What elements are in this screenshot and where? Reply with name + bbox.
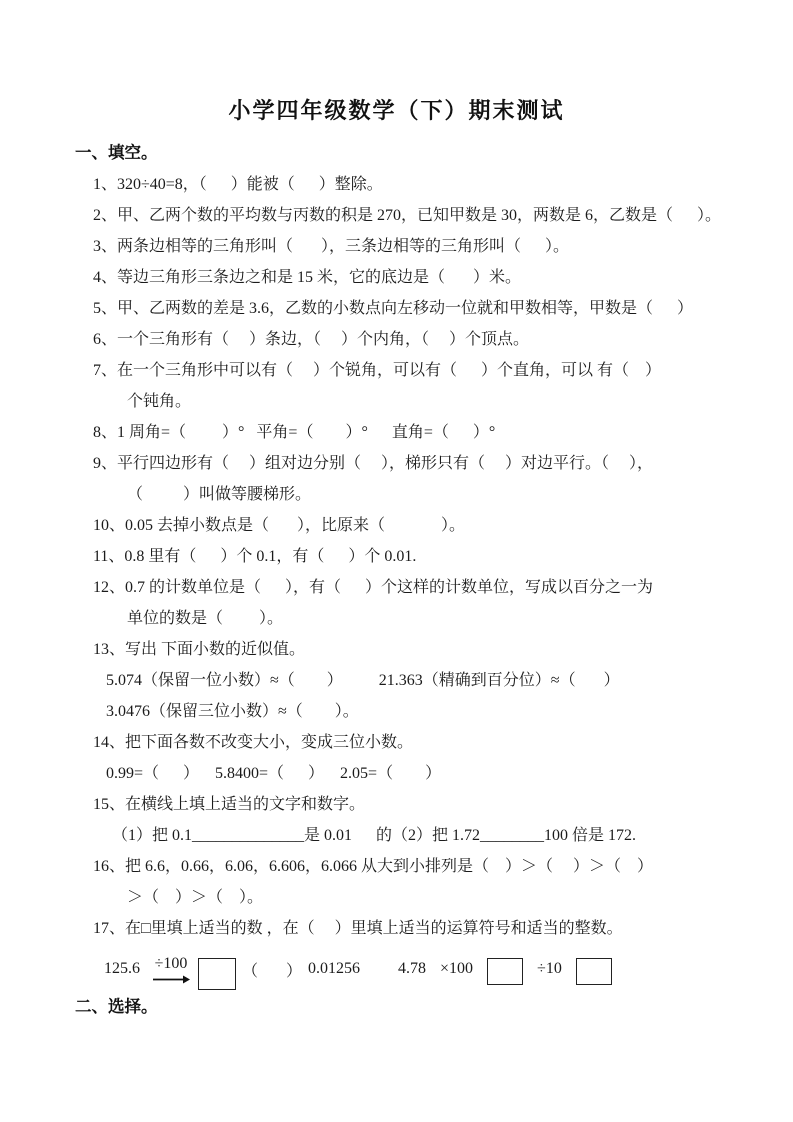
fill-item-2: 2、甲、乙两个数的平均数与丙数的积是 270，已知甲数是 30，两数是 6，乙数是（ ）。: [93, 207, 722, 224]
fill-item-17: 17、在□里填上适当的数 ，在（ ）里填上适当的运算符号和适当的整数。: [93, 920, 623, 937]
fill-item-13: 13、写出 下面小数的近似值。: [93, 641, 306, 658]
fill-item-15: 15、在横线上填上适当的文字和数字。: [93, 796, 366, 813]
section-choice-header: 二、选择。: [75, 998, 158, 1016]
fill-item-7-cont: 个钝角。: [127, 393, 192, 410]
fill-item-14-sub: 0.99=（ ） 5.8400=（ ） 2.05=（ ）: [106, 765, 442, 782]
fill-item-9-cont: （ ）叫做等腰梯形。: [127, 486, 312, 503]
formula-op-2: ×100: [440, 960, 474, 977]
page-title: 小学四年级数学（下）期末测试: [228, 98, 565, 123]
formula-result-1: 0.01256: [308, 960, 361, 977]
fill-item-16-cont: ＞（ ）＞（ ）。: [127, 889, 264, 906]
fill-item-16: 16、把 6.6，0.66，6.06，6.606，6.066 从大到小排列是（ ）＞（ ）＞（ ）: [93, 858, 654, 875]
fill-item-11: 11、0.8 里有（ ）个 0.1，有（ ）个 0.01.: [93, 548, 417, 565]
formula-paren-blank: （ ）: [242, 962, 303, 980]
fill-item-1: 1、320÷40=8，（ ）能被（ ）整除。: [93, 176, 383, 193]
fill-item-9: 9、平行四边形有（ ）组对边分别（ ），梯形只有（ ）对边平行。（ ），: [93, 455, 654, 472]
fill-item-5: 5、甲、乙两数的差是 3.6，乙数的小数点向左移动一位就和甲数相等，甲数是（ ）: [93, 300, 694, 317]
right-arrow-icon: [152, 975, 190, 984]
formula-value-2: 4.78: [398, 960, 427, 977]
formula-op-3: ÷10: [537, 960, 562, 977]
fill-item-6: 6、一个三角形有（ ）条边，（ ）个内角，（ ）个顶点。: [93, 331, 530, 348]
answer-box-3: [576, 958, 612, 985]
fill-item-13-sub-2: 3.0476（保留三位小数）≈（ ）。: [106, 703, 359, 720]
fill-item-14: 14、把下面各数不改变大小，变成三位小数。: [93, 734, 414, 751]
fill-item-12-cont: 单位的数是（ ）。: [127, 610, 284, 627]
fill-item-10: 10、0.05 去掉小数点是（ ），比原来（ ）。: [93, 517, 466, 534]
fill-item-15-sub: （1）把 0.1______________是 0.01 的（2）把 1.72________100 倍是 172.: [112, 827, 637, 844]
answer-box-1: [198, 958, 236, 990]
fill-item-3: 3、两条边相等的三角形叫（ ），三条边相等的三角形叫（ ）。: [93, 238, 570, 255]
fill-in-section-body: [0, 169, 793, 944]
fill-item-8: 8、1 周角=（ ）° 平角=（ ）° 直角=（ ）°: [93, 424, 496, 441]
answer-box-2: [487, 958, 523, 985]
section-fill-in-header: 一、填空。: [75, 144, 158, 162]
fill-item-12: 12、0.7 的计数单位是（ ），有（ ）个这样的计数单位，写成以百分之一为: [93, 579, 654, 596]
formula-value-1: 125.6: [104, 960, 140, 977]
formula-op-1-group: [152, 955, 190, 984]
fill-item-17-expression: [0, 944, 793, 994]
fill-item-7: 7、在一个三角形中可以有（ ）个锐角，可以有（ ）个直角，可以 有（ ）: [93, 362, 662, 379]
formula-op-1: ÷100: [154, 954, 188, 972]
fill-item-13-sub-1: 5.074（保留一位小数）≈（ ） 21.363（精确到百分位）≈（ ）: [106, 672, 620, 689]
fill-item-4: 4、等边三角形三条边之和是 15 米，它的底边是（ ）米。: [93, 269, 522, 286]
